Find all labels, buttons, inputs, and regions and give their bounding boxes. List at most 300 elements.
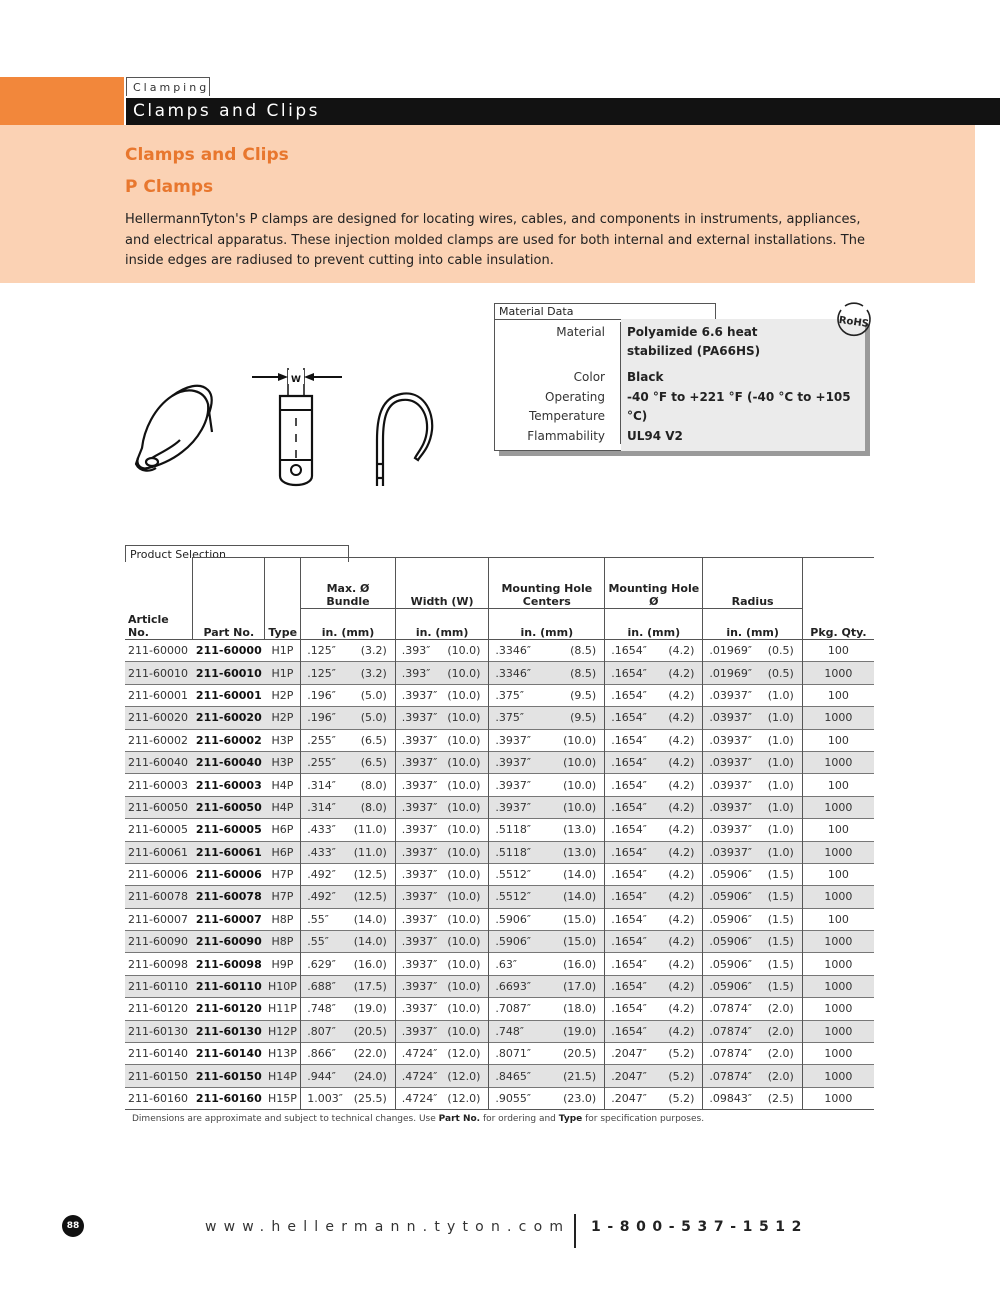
centers-cell-in: .748″: [495, 1024, 525, 1038]
centers-cell-mm: (15.0): [563, 935, 597, 949]
centers-cell-in: .8465″: [495, 1069, 532, 1083]
table-row: [125, 684, 874, 706]
pkg-qty-cell: 100: [802, 908, 874, 930]
width-cell-mm: (10.0): [447, 823, 481, 837]
bundle-cell-in: .196″: [307, 711, 336, 725]
width-cell: [395, 841, 489, 863]
centers-cell-in: .3937″: [495, 800, 532, 814]
table-header-row-2: [125, 609, 874, 640]
pkg-qty-cell: 100: [802, 819, 874, 841]
bundle-cell-mm: (6.5): [360, 733, 387, 747]
radius-cell: [703, 796, 802, 818]
hole-cell-in: .2047″: [611, 1047, 647, 1061]
part-no-cell: 211-60120: [193, 998, 265, 1020]
pkg-qty-cell: 1000: [802, 841, 874, 863]
part-no-cell: 211-60061: [193, 841, 265, 863]
hole-cell-in: .1654″: [611, 957, 647, 971]
bundle-cell-mm: (22.0): [353, 1047, 387, 1061]
bundle-cell-mm: (6.5): [360, 756, 387, 770]
width-cell-in: .3937″: [401, 756, 438, 770]
radius-cell-in: .05906″: [709, 912, 753, 926]
radius-cell-mm: (1.5): [767, 890, 794, 904]
radius-cell: [703, 1020, 802, 1042]
product-selection-table: [125, 557, 874, 1110]
radius-cell-in: .01969″: [709, 644, 753, 658]
table-footnote: Dimensions are approximate and subject to technical changes. Use Part No. for ordering and Type for specification purposes.: [132, 1114, 705, 1124]
header-unit-radius: in. (mm): [703, 609, 802, 640]
centers-cell: [489, 640, 605, 662]
type-cell: H1P: [265, 640, 301, 662]
table-row: [125, 1043, 874, 1065]
type-cell: H8P: [265, 931, 301, 953]
radius-cell-mm: (2.0): [767, 1024, 794, 1038]
p-clamp-perspective-drawing: [136, 386, 212, 471]
centers-cell-in: .5118″: [495, 845, 532, 859]
bundle-cell: [301, 863, 396, 885]
hole-cell-in: .2047″: [611, 1069, 647, 1083]
width-cell-mm: (10.0): [447, 912, 481, 926]
radius-cell: [703, 1087, 802, 1109]
rohs-text: RoHS: [838, 314, 870, 331]
width-cell: [395, 684, 489, 706]
material-data-tab: Material Data: [494, 303, 716, 319]
article-no-cell: 211-60001: [125, 684, 193, 706]
radius-cell-mm: (1.0): [767, 845, 794, 859]
temperature-label: Operating Temperature: [528, 390, 605, 423]
centers-cell: [489, 931, 605, 953]
radius-cell: [703, 975, 802, 997]
table-row: [125, 908, 874, 930]
header-width: Width (W): [395, 558, 489, 609]
article-no-cell: 211-60120: [125, 998, 193, 1020]
width-cell-in: .3937″: [401, 688, 438, 702]
hole-cell-in: .1654″: [611, 912, 647, 926]
width-cell-mm: (10.0): [447, 980, 481, 994]
type-cell: H9P: [265, 953, 301, 975]
radius-cell-in: .03937″: [709, 688, 753, 702]
hole-cell-in: .1654″: [611, 845, 647, 859]
centers-cell: [489, 975, 605, 997]
title-bar: Clamps and Clips: [126, 98, 1000, 125]
width-cell: [395, 863, 489, 885]
radius-cell-mm: (1.0): [767, 711, 794, 725]
radius-cell-in: .05906″: [709, 935, 753, 949]
radius-cell-in: .01969″: [709, 666, 753, 680]
centers-cell: [489, 1020, 605, 1042]
width-cell-in: .3937″: [401, 980, 438, 994]
page-subheading: P Clamps: [125, 177, 214, 197]
section-tab: Clamping: [126, 77, 210, 96]
bundle-cell-mm: (12.5): [353, 868, 387, 882]
centers-cell-in: .3346″: [495, 666, 532, 680]
p-clamp-drawings: [128, 360, 448, 500]
centers-cell-mm: (10.0): [563, 800, 597, 814]
hole-cell-mm: (4.2): [668, 644, 695, 658]
width-cell-mm: (12.0): [447, 1092, 481, 1105]
flammability-label: Flammability: [527, 429, 605, 443]
centers-cell-in: .63″: [495, 957, 518, 971]
hole-cell: [605, 796, 703, 818]
bundle-cell: [301, 931, 396, 953]
radius-cell-mm: (2.0): [767, 1069, 794, 1083]
width-cell: [395, 908, 489, 930]
width-cell-in: .3937″: [401, 935, 438, 949]
centers-cell-in: .5906″: [495, 912, 532, 926]
part-no-cell: 211-60020: [193, 707, 265, 729]
width-cell-in: .3937″: [401, 845, 438, 859]
page-heading: Clamps and Clips: [125, 145, 289, 165]
centers-cell-mm: (8.5): [570, 666, 597, 680]
hole-cell-mm: (4.2): [668, 1002, 695, 1016]
radius-cell: [703, 908, 802, 930]
p-clamp-profile-drawing: [377, 393, 432, 486]
width-cell-mm: (10.0): [447, 935, 481, 949]
table-row: [125, 1087, 874, 1109]
centers-cell-in: .9055″: [495, 1092, 532, 1105]
bundle-cell-mm: (24.0): [353, 1069, 387, 1083]
width-cell-mm: (10.0): [447, 688, 481, 702]
radius-cell: [703, 819, 802, 841]
width-cell: [395, 1087, 489, 1109]
pkg-qty-cell: 1000: [802, 796, 874, 818]
centers-cell: [489, 998, 605, 1020]
centers-cell-in: .3937″: [495, 733, 532, 747]
width-cell-in: .3937″: [401, 733, 438, 747]
article-no-cell: 211-60005: [125, 819, 193, 841]
width-dimension-label: W: [291, 375, 301, 385]
hole-cell-in: .1654″: [611, 688, 647, 702]
article-no-cell: 211-60140: [125, 1043, 193, 1065]
centers-cell: [489, 796, 605, 818]
table-header-row-1: [125, 558, 874, 609]
radius-cell: [703, 1065, 802, 1087]
table-row: [125, 796, 874, 818]
centers-cell-in: .3346″: [495, 644, 532, 658]
bundle-cell: [301, 729, 396, 751]
hole-cell-mm: (4.2): [668, 733, 695, 747]
width-cell: [395, 886, 489, 908]
bundle-cell-mm: (25.5): [353, 1092, 387, 1105]
bundle-cell: [301, 908, 396, 930]
part-no-cell: 211-60090: [193, 931, 265, 953]
width-cell-mm: (10.0): [447, 756, 481, 770]
hole-cell-mm: (4.2): [668, 935, 695, 949]
radius-cell-in: .03937″: [709, 778, 753, 792]
bundle-cell-mm: (11.0): [353, 823, 387, 837]
radius-cell-mm: (1.0): [767, 778, 794, 792]
hole-cell: [605, 1065, 703, 1087]
part-no-cell: 211-60003: [193, 774, 265, 796]
type-cell: H11P: [265, 998, 301, 1020]
temperature-value: -40 °F to +221 °F (-40 °C to +105 °C): [627, 390, 851, 423]
article-no-cell: 211-60006: [125, 863, 193, 885]
pkg-qty-cell: 1000: [802, 1020, 874, 1042]
hole-cell: [605, 1020, 703, 1042]
pkg-qty-cell: 1000: [802, 751, 874, 773]
bundle-cell-in: .125″: [307, 666, 336, 680]
radius-cell-mm: (1.0): [767, 823, 794, 837]
centers-cell: [489, 1043, 605, 1065]
hole-cell: [605, 953, 703, 975]
centers-cell: [489, 684, 605, 706]
part-no-cell: 211-60005: [193, 819, 265, 841]
width-cell: [395, 931, 489, 953]
bundle-cell: [301, 1087, 396, 1109]
bundle-cell-mm: (8.0): [360, 778, 387, 792]
type-cell: H14P: [265, 1065, 301, 1087]
centers-cell: [489, 707, 605, 729]
pkg-qty-cell: 100: [802, 640, 874, 662]
width-cell-mm: (10.0): [447, 1024, 481, 1038]
radius-cell-in: .07874″: [709, 1047, 753, 1061]
width-cell-mm: (12.0): [447, 1069, 481, 1083]
pkg-qty-cell: 1000: [802, 953, 874, 975]
type-cell: H4P: [265, 796, 301, 818]
hole-cell-mm: (4.2): [668, 800, 695, 814]
pkg-qty-cell: 100: [802, 863, 874, 885]
hole-cell: [605, 863, 703, 885]
radius-cell: [703, 953, 802, 975]
hole-cell: [605, 819, 703, 841]
bundle-cell-in: .255″: [307, 756, 336, 770]
radius-cell-in: .03937″: [709, 756, 753, 770]
bundle-cell-mm: (3.2): [360, 666, 387, 680]
centers-cell-in: .6693″: [495, 980, 532, 994]
centers-cell-in: .375″: [495, 711, 525, 725]
centers-cell-in: .5118″: [495, 823, 532, 837]
table-row: [125, 975, 874, 997]
p-clamp-side-drawing: [252, 368, 342, 485]
hole-cell-in: .1654″: [611, 711, 647, 725]
centers-cell-mm: (15.0): [563, 912, 597, 926]
website-link[interactable]: www.hellermann.tyton.com: [205, 1219, 571, 1235]
hole-cell-mm: (4.2): [668, 868, 695, 882]
bundle-cell-in: .196″: [307, 688, 336, 702]
bundle-cell: [301, 684, 396, 706]
color-value: Black: [627, 370, 664, 384]
type-cell: H13P: [265, 1043, 301, 1065]
pkg-qty-cell: 1000: [802, 707, 874, 729]
radius-cell-in: .03937″: [709, 823, 753, 837]
part-no-cell: 211-60110: [193, 975, 265, 997]
hole-cell-in: .1654″: [611, 666, 647, 680]
centers-cell-mm: (19.0): [563, 1024, 597, 1038]
width-cell-in: .3937″: [401, 868, 438, 882]
header-unit-hole: in. (mm): [605, 609, 703, 640]
pkg-qty-cell: 1000: [802, 931, 874, 953]
hole-cell-mm: (5.2): [668, 1047, 695, 1061]
centers-cell-in: .7087″: [495, 1002, 532, 1016]
table-row: [125, 886, 874, 908]
width-cell: [395, 796, 489, 818]
bundle-cell: [301, 1065, 396, 1087]
material-value: Polyamide 6.6 heat stabilized (PA66HS): [627, 325, 761, 358]
type-cell: H1P: [265, 662, 301, 684]
bundle-cell: [301, 1020, 396, 1042]
radius-cell-in: .03937″: [709, 711, 753, 725]
hole-cell-in: .1654″: [611, 868, 647, 882]
width-cell-in: .4724″: [401, 1092, 438, 1105]
bundle-cell: [301, 1043, 396, 1065]
header-unit-centers: in. (mm): [489, 609, 605, 640]
radius-cell: [703, 886, 802, 908]
centers-cell-mm: (17.0): [563, 980, 597, 994]
radius-cell: [703, 729, 802, 751]
bundle-cell-in: .314″: [307, 778, 336, 792]
hole-cell-mm: (4.2): [668, 890, 695, 904]
hole-cell-mm: (4.2): [668, 666, 695, 680]
table-row: [125, 931, 874, 953]
page-number: 88: [62, 1215, 84, 1237]
centers-cell-mm: (20.5): [563, 1047, 597, 1061]
table-row: [125, 774, 874, 796]
table-row: [125, 1065, 874, 1087]
bundle-cell-mm: (5.0): [360, 688, 387, 702]
width-cell-mm: (10.0): [447, 666, 481, 680]
bundle-cell-mm: (3.2): [360, 644, 387, 658]
bundle-cell: [301, 975, 396, 997]
radius-cell-mm: (0.5): [767, 666, 794, 680]
bundle-cell-mm: (5.0): [360, 711, 387, 725]
bundle-cell-mm: (17.5): [353, 980, 387, 994]
footer-divider: [574, 1214, 576, 1248]
radius-cell-mm: (1.0): [767, 756, 794, 770]
color-label: Color: [573, 370, 605, 384]
width-cell-mm: (10.0): [447, 1002, 481, 1016]
centers-cell-in: .5512″: [495, 868, 532, 882]
hole-cell-in: .1654″: [611, 980, 647, 994]
hole-cell-mm: (4.2): [668, 845, 695, 859]
radius-cell-in: .05906″: [709, 890, 753, 904]
radius-cell-mm: (0.5): [767, 644, 794, 658]
width-cell: [395, 1043, 489, 1065]
width-cell-in: .4724″: [401, 1069, 438, 1083]
radius-cell: [703, 774, 802, 796]
type-cell: H6P: [265, 819, 301, 841]
radius-cell-mm: (1.0): [767, 688, 794, 702]
flammability-value: UL94 V2: [627, 429, 683, 443]
part-no-cell: 211-60150: [193, 1065, 265, 1087]
bundle-cell-in: .807″: [307, 1024, 336, 1038]
centers-cell-mm: (13.0): [563, 845, 597, 859]
pkg-qty-cell: 1000: [802, 998, 874, 1020]
width-cell: [395, 751, 489, 773]
radius-cell-in: .07874″: [709, 1069, 753, 1083]
hole-cell: [605, 774, 703, 796]
centers-cell-mm: (14.0): [563, 890, 597, 904]
bundle-cell-mm: (14.0): [353, 935, 387, 949]
bundle-cell: [301, 774, 396, 796]
radius-cell-mm: (1.5): [767, 980, 794, 994]
radius-cell-mm: (1.0): [767, 800, 794, 814]
part-no-cell: 211-60040: [193, 751, 265, 773]
bundle-cell-in: .433″: [307, 823, 336, 837]
hole-cell-in: .1654″: [611, 778, 647, 792]
width-cell-in: .4724″: [401, 1047, 438, 1061]
type-cell: H2P: [265, 684, 301, 706]
pkg-qty-cell: 1000: [802, 1043, 874, 1065]
pkg-qty-cell: 1000: [802, 662, 874, 684]
width-cell-mm: (10.0): [447, 733, 481, 747]
centers-cell-mm: (10.0): [563, 733, 597, 747]
width-cell-mm: (10.0): [447, 800, 481, 814]
centers-cell-in: .3937″: [495, 756, 532, 770]
radius-cell-mm: (1.0): [767, 733, 794, 747]
centers-cell-mm: (21.5): [563, 1069, 597, 1083]
hole-cell-mm: (4.2): [668, 778, 695, 792]
centers-cell: [489, 729, 605, 751]
bundle-cell: [301, 953, 396, 975]
article-no-cell: 211-60061: [125, 841, 193, 863]
table-row: [125, 841, 874, 863]
radius-cell: [703, 751, 802, 773]
centers-cell-in: .3937″: [495, 778, 532, 792]
part-no-cell: 211-60006: [193, 863, 265, 885]
centers-cell: [489, 953, 605, 975]
bundle-cell-mm: (11.0): [353, 845, 387, 859]
width-cell-in: .393″: [401, 644, 431, 658]
hole-cell-mm: (4.2): [668, 912, 695, 926]
centers-cell: [489, 1065, 605, 1087]
table-row: [125, 998, 874, 1020]
hole-cell-mm: (4.2): [668, 1024, 695, 1038]
table-row: [125, 953, 874, 975]
hole-cell-mm: (4.2): [668, 756, 695, 770]
radius-cell-in: .05906″: [709, 980, 753, 994]
radius-cell-in: .03937″: [709, 845, 753, 859]
hole-cell-in: .1654″: [611, 644, 647, 658]
article-no-cell: 211-60040: [125, 751, 193, 773]
centers-cell: [489, 908, 605, 930]
bundle-cell-in: .255″: [307, 733, 336, 747]
width-cell: [395, 975, 489, 997]
hole-cell-in: .1654″: [611, 800, 647, 814]
hole-cell-in: .1654″: [611, 1024, 647, 1038]
centers-cell-mm: (9.5): [570, 711, 597, 725]
hole-cell: [605, 886, 703, 908]
bundle-cell-in: .125″: [307, 644, 336, 658]
width-cell: [395, 774, 489, 796]
part-no-cell: 211-60002: [193, 729, 265, 751]
width-cell-in: .3937″: [401, 711, 438, 725]
part-no-cell: 211-60050: [193, 796, 265, 818]
width-cell-in: .3937″: [401, 778, 438, 792]
centers-cell-mm: (10.0): [563, 756, 597, 770]
hole-cell-in: .1654″: [611, 890, 647, 904]
centers-cell-mm: (16.0): [563, 957, 597, 971]
pkg-qty-cell: 100: [802, 774, 874, 796]
bundle-cell: [301, 796, 396, 818]
article-no-cell: 211-60110: [125, 975, 193, 997]
radius-cell: [703, 1043, 802, 1065]
table-row: [125, 640, 874, 662]
width-cell-in: .3937″: [401, 912, 438, 926]
width-cell: [395, 953, 489, 975]
width-cell-mm: (10.0): [447, 890, 481, 904]
radius-cell: [703, 998, 802, 1020]
bundle-cell: [301, 841, 396, 863]
part-no-cell: 211-60010: [193, 662, 265, 684]
centers-cell: [489, 774, 605, 796]
centers-cell-in: .5906″: [495, 935, 532, 949]
product-selection-tab: Product Selection: [125, 545, 349, 562]
header-article-no: Article No.: [128, 613, 169, 639]
radius-cell: [703, 684, 802, 706]
bundle-cell-mm: (8.0): [360, 800, 387, 814]
header-type: Type: [265, 609, 301, 640]
bundle-cell: [301, 886, 396, 908]
type-cell: H7P: [265, 886, 301, 908]
